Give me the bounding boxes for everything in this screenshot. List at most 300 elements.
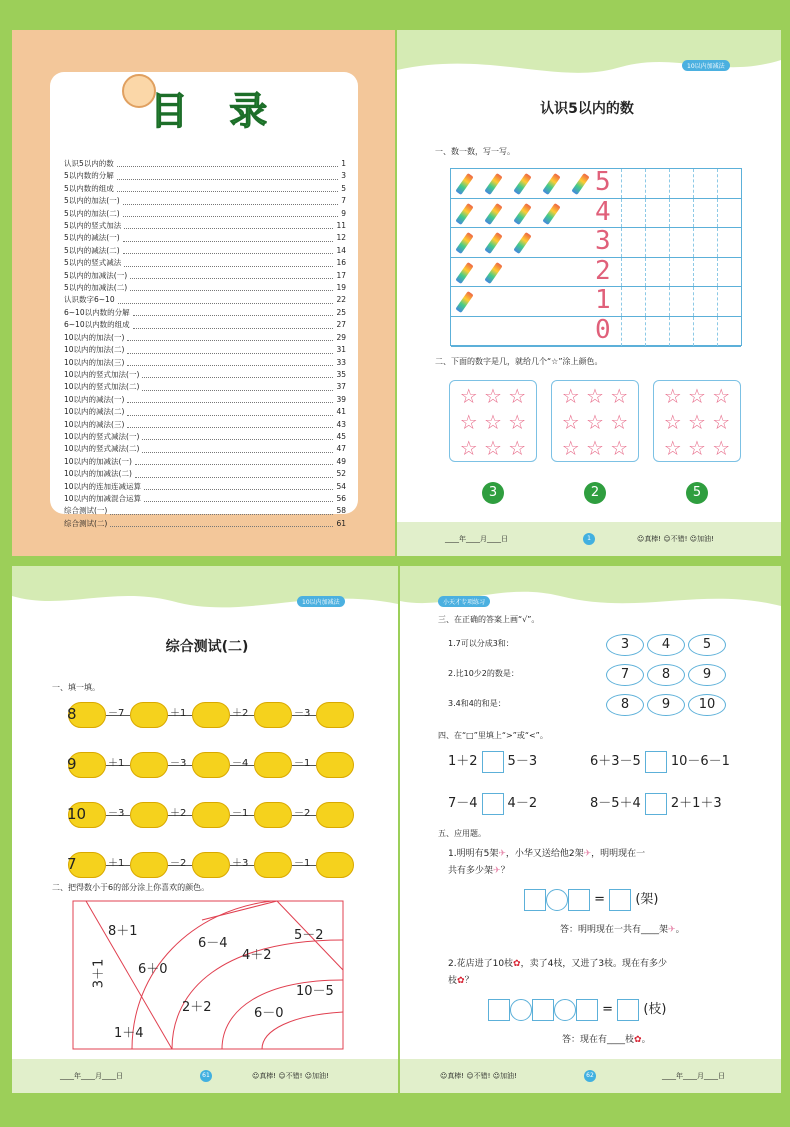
praise-icons: ☺真棒! ☺不错! ☺加油! [252,1072,329,1080]
star-box [653,380,741,462]
toc-row[interactable] [64,456,346,468]
grid-cell[interactable] [717,258,718,287]
toc-page [12,30,395,556]
plane-icon: ✈ [498,849,506,859]
toc-entry-title: 10以内的加法(二) [64,345,125,355]
star-box [449,380,537,462]
toc-page-number: 5 [341,183,346,193]
toc-leader [133,328,334,329]
sheep-icon[interactable] [192,752,230,778]
toc-entry-title: 10以内的减法(三) [64,419,125,429]
sheep-icon[interactable] [254,852,292,878]
answer-box[interactable] [576,999,598,1021]
pencil-icon [455,232,473,254]
toc-entry-title: 5以内的加减法(一) [64,270,128,280]
pencil-icon [484,262,502,284]
toc-leader [123,204,339,205]
toc-leader [127,353,333,354]
rose-icon: ✿ [513,959,521,969]
toc-row[interactable] [64,158,346,170]
sheep-icon [68,852,106,878]
grid-cell[interactable] [621,199,622,228]
answer-box[interactable] [532,999,554,1021]
toc-page-number: 25 [336,307,346,317]
test-page [12,566,398,1093]
toc-entry-title: 5以内的加法(二) [64,208,120,218]
section-badge: 10以内加减法 [297,596,345,607]
toc-leader [144,501,333,502]
answer-line-2: 答：现在有____枝✿。 [562,1035,651,1045]
grid-cell[interactable] [693,228,694,257]
toc-row[interactable] [64,468,346,480]
toc-title: 目 录 [150,89,282,133]
plane-icon: ✈ [668,925,676,935]
page-number: 1 [583,533,595,545]
toc-entry-title: 10以内的加法(一) [64,332,125,342]
start-number: 7 [67,855,77,873]
star-icons[interactable]: ☆ ☆ ☆ [459,384,527,408]
operation-label: ＋1 [108,858,125,869]
choice-question: 3.4和4的和是： [448,699,506,708]
answer-box[interactable] [568,889,590,911]
toc-row[interactable] [64,481,346,493]
word-problem-1: 1.明明有5架✈，小华又送给他2架✈，明明现在一 共有多少架✈？ [448,849,646,876]
toc-page-number: 17 [336,270,346,280]
answer-line-1: 答：明明现在一共有____架✈。 [560,925,685,935]
toc-page-number: 33 [336,357,346,367]
sheep-icon [68,752,106,778]
left-expression: 8－5＋4 [590,796,641,811]
toc-leader [123,241,334,242]
toc-row[interactable] [64,344,346,356]
header-wave [12,566,398,616]
grid-row [451,169,741,199]
choice-option[interactable]: 8 [647,664,685,686]
toc-row[interactable] [64,183,346,195]
grid-row [451,228,741,258]
operation-label: －1 [294,858,311,869]
toc-leader [142,390,333,391]
toc-row[interactable] [64,505,346,517]
toc-page-number: 45 [336,431,346,441]
left-expression: 7－4 [448,796,478,811]
answer-box[interactable] [488,999,510,1021]
choice-question: 1.7可以分成3和： [448,639,514,648]
choice-question: 2.比10少2的数是： [448,669,519,678]
choice-option[interactable]: 4 [647,634,685,656]
comparison-row [448,750,537,773]
toc-entry-title: 10以内的竖式加法(二) [64,382,140,392]
toc-leader [123,216,339,217]
sheep-icon[interactable] [316,752,354,778]
region-expression[interactable]: 2＋2 [182,1000,212,1015]
sheep-icon[interactable] [254,802,292,828]
toc-page-number: 14 [336,245,346,255]
toc-entry-title: 5以内的竖式减法 [64,258,122,268]
toc-row[interactable] [64,443,346,455]
choice-option[interactable]: 3 [606,634,644,656]
toc-page-number: 19 [336,283,346,293]
tracing-digit: 2 [595,255,611,286]
toc-leader [110,514,333,515]
toc-page-number: 27 [336,320,346,330]
toc-entry-title: 5以内的加减法(二) [64,283,128,293]
toc-row[interactable] [64,307,346,319]
operation-label: ＋2 [170,808,187,819]
toc-leader [127,427,333,428]
word-problem-2: 2.花店进了10枝✿，卖了4枝，又进了3枝。现在有多少 枝✿？ [448,959,668,986]
grid-cell[interactable] [621,317,622,346]
region-expression[interactable]: 6－4 [198,936,228,951]
toc-row[interactable] [64,220,346,232]
grid-cell[interactable] [669,199,670,228]
star-icons[interactable]: ☆ ☆ ☆ [663,384,731,408]
toc-entry-title: 5以内的减法(二) [64,245,120,255]
toc-row[interactable] [64,195,346,207]
compare-box[interactable] [645,751,667,773]
toc-page-number: 37 [336,382,346,392]
toc-page-number: 43 [336,419,346,429]
choice-option[interactable]: 5 [688,634,726,656]
toc-page-number: 7 [341,196,346,206]
region-expression[interactable]: 6＋0 [138,962,168,977]
toc-row[interactable] [64,394,346,406]
toc-leader [124,228,333,229]
lesson-page [397,30,781,556]
grid-cell[interactable] [645,287,646,316]
left-expression: 6＋3－5 [590,754,641,769]
star-icons[interactable]: ☆ ☆ ☆ [663,436,731,460]
toc-row[interactable] [64,319,346,331]
toc-leader [123,253,334,254]
toc-entry-title: 认识数字6~10 [64,295,115,305]
toc-entry-title: 综合测试(一) [64,506,108,516]
grid-cell[interactable] [645,228,646,257]
grid-cell[interactable] [693,199,694,228]
question-4: 四、在“□”里填上“>”或“<”。 [438,731,548,740]
toc-leader [124,266,333,267]
toc-entry-title: 认识5以内的数 [64,159,114,168]
toc-entry-title: 6~10以内数的组成 [64,320,130,330]
grid-cell[interactable] [693,317,694,346]
sheep-icon[interactable] [130,802,168,828]
grid-row [451,287,741,317]
toc-entry-title: 10以内的加减混合运算 [64,493,142,503]
grid-cell[interactable] [669,287,670,316]
toc-entry-title: 综合测试(二) [64,518,108,528]
operation-label: －3 [108,808,125,819]
pencil-icon [542,173,560,195]
toc-row[interactable] [64,419,346,431]
star-icons[interactable]: ☆ ☆ ☆ [459,436,527,460]
date-line: ____年____月____日 [662,1072,725,1080]
choice-option[interactable]: 9 [647,694,685,716]
header-wave [397,30,781,80]
number-badge: 3 [482,482,504,504]
grid-cell[interactable] [717,199,718,228]
start-number: 8 [67,705,77,723]
page-number: 61 [200,1070,212,1082]
comparison-row [590,750,730,773]
grid-cell[interactable] [645,199,646,228]
toc-leader [142,452,333,453]
toc-card [50,72,358,528]
comparison-row [448,792,537,815]
grid-cell[interactable] [645,317,646,346]
footer [400,1059,781,1093]
toc-page-number: 39 [336,394,346,404]
operator-circle[interactable] [554,999,576,1021]
date-line: ____年____月____日 [445,535,508,543]
right-expression: 4－2 [507,796,538,811]
region-expression[interactable]: 1＋4 [114,1026,144,1041]
grid-cell[interactable] [669,258,670,287]
toc-leader [127,402,333,403]
toc-page-number: 9 [341,208,346,218]
compare-box[interactable] [645,793,667,815]
section-badge: 10以内加减法 [682,60,730,71]
sheep-icon[interactable] [316,852,354,878]
toc-row[interactable] [64,270,346,282]
left-expression: 1＋2 [448,754,478,769]
test-page-2 [400,566,781,1093]
toc-entry-title: 10以内的加法(三) [64,357,125,367]
praise-icons: ☺真棒! ☺不错! ☺加油! [637,535,714,543]
toc-entry-title: 10以内的连加连减运算 [64,481,142,491]
star-icons[interactable]: ☆ ☆ ☆ [561,436,629,460]
toc-row[interactable] [64,282,346,294]
toc-leader [118,303,334,304]
region-expression[interactable]: 8＋1 [108,924,138,939]
tracing-digit: 4 [595,196,611,227]
toc-row[interactable] [64,493,346,505]
toc-leader [135,464,334,465]
operation-label: －1 [232,808,249,819]
toc-leader [142,377,333,378]
toc-row[interactable] [64,208,346,220]
grid-cell[interactable] [717,287,718,316]
toc-entry-title: 6~10以内数的分解 [64,307,130,317]
equation-1: = (架) [524,888,658,911]
pencil-icon [455,291,473,313]
grid-cell[interactable] [645,258,646,287]
star-icons[interactable]: ☆ ☆ ☆ [459,410,527,434]
right-expression: 5－3 [507,754,538,769]
toc-page-number: 52 [336,469,346,479]
sheep-icon[interactable] [254,752,292,778]
operation-label: ＋3 [232,858,249,869]
toc-entry-title: 10以内的加减法(二) [64,469,132,479]
grid-cell[interactable] [717,228,718,257]
footer [12,1059,398,1093]
section-badge: 小天才专项练习 [438,596,490,607]
question-5: 五、应用题。 [438,829,486,838]
toc-leader [117,166,338,167]
sheep-icon[interactable] [192,702,230,728]
region-expression[interactable]: 6－0 [254,1006,284,1021]
choice-option[interactable]: 7 [606,664,644,686]
grid-cell[interactable] [717,169,718,198]
start-number: 9 [67,755,77,773]
toc-row[interactable] [64,431,346,443]
grid-cell[interactable] [621,169,622,198]
operation-label: ＋2 [232,708,249,719]
sheep-icon[interactable] [192,852,230,878]
toc-page-number: 29 [336,332,346,342]
answer-box[interactable] [609,889,631,911]
equation-2: = (枝) [488,998,666,1021]
toc-entry-title: 10以内的竖式加法(一) [64,369,140,379]
sheep-icon[interactable] [316,802,354,828]
answer-box[interactable] [617,999,639,1021]
toc-page-number: 22 [336,295,346,305]
toc-leader [117,179,338,180]
toc-page-number: 41 [336,407,346,417]
toc-row[interactable] [64,357,346,369]
star-box [551,380,639,462]
toc-leader [130,290,333,291]
sheep-icon [68,702,106,728]
toc-entry-title: 10以内的竖式减法(二) [64,444,140,454]
choice-option[interactable]: 9 [688,664,726,686]
page-title: 综合测试(二) [165,639,249,655]
toc-entry-title: 10以内的加减法(一) [64,456,132,466]
toc-page-number: 61 [336,518,346,528]
grid-cell[interactable] [693,258,694,287]
grid-row [451,196,741,229]
plane-icon: ✈ [583,849,592,859]
footer [397,522,781,556]
toc-row[interactable] [64,381,346,393]
sheep-icon[interactable] [130,852,168,878]
operation-label: ＋1 [170,708,187,719]
region-expression[interactable]: 10－5 [296,984,334,999]
grid-row [451,317,741,347]
operation-label: －2 [170,858,187,869]
toc-entry-title: 5以内数的分解 [64,171,114,181]
grid-cell[interactable] [669,169,670,198]
toc-page-number: 56 [336,493,346,503]
pencil-icon [484,173,502,195]
choice-option[interactable]: 8 [606,694,644,716]
grid-cell[interactable] [669,228,670,257]
operator-circle[interactable] [546,889,568,911]
plane-icon: ✈ [493,866,501,876]
grid-cell[interactable] [645,169,646,198]
writing-grid [450,168,742,346]
grid-row [451,255,741,288]
grid-cell[interactable] [717,317,718,346]
region-expression[interactable]: 5－2 [294,928,324,943]
number-badge: 2 [584,482,606,504]
toc-row[interactable] [64,518,346,530]
toc-leader [110,526,333,527]
toc-row[interactable] [64,369,346,381]
praise-icons: ☺真棒! ☺不错! ☺加油! [440,1072,517,1080]
toc-entry-title: 10以内的竖式减法(一) [64,431,140,441]
operation-label: －7 [108,708,125,719]
pencil-icon [513,203,531,225]
question-1: 一、数一数，写一写。 [435,147,515,156]
start-number: 10 [67,805,87,823]
tracing-digit: 3 [595,226,611,257]
toc-leader [130,278,333,279]
grid-cell[interactable] [693,169,694,198]
toc-leader [117,191,338,192]
region-expression[interactable]: 4＋2 [242,948,272,963]
pencil-icon [571,173,589,195]
grid-cell[interactable] [669,317,670,346]
star-icons[interactable]: ☆ ☆ ☆ [561,384,629,408]
pencil-icon [455,173,473,195]
rose-icon: ✿ [457,976,465,986]
toc-row[interactable] [64,245,346,257]
operation-label: －3 [294,708,311,719]
choice-option[interactable]: 10 [688,694,726,716]
sheep-icon[interactable] [192,802,230,828]
toc-row[interactable] [64,332,346,344]
star-icons[interactable]: ☆ ☆ ☆ [561,410,629,434]
toc-page-number: 3 [341,171,346,181]
toc-page-number: 16 [336,258,346,268]
compare-box[interactable] [482,793,504,815]
right-expression: 2＋1＋3 [670,796,722,811]
operation-label: －4 [232,758,249,769]
toc-page-number: 12 [336,233,346,243]
pencil-icon [484,203,502,225]
toc-row[interactable] [64,232,346,244]
page-number: 62 [584,1070,596,1082]
operation-label: －1 [294,758,311,769]
grid-cell[interactable] [693,287,694,316]
tracing-digit: 0 [595,315,611,345]
region-expression[interactable]: 3＋1 [91,958,107,989]
toc-row[interactable] [64,406,346,418]
grid-cell[interactable] [621,228,622,257]
toc-page-number: 58 [336,506,346,516]
toc-row[interactable] [64,257,346,269]
operator-circle[interactable] [510,999,532,1021]
sheep-icon[interactable] [316,702,354,728]
grid-cell[interactable] [621,258,622,287]
rose-icon: ✿ [634,1035,642,1045]
toc-leader [133,315,334,316]
sheep-icon[interactable] [130,752,168,778]
toc-entry-title: 5以内数的组成 [64,183,114,193]
toc-entry-title: 5以内的加法(一) [64,196,120,206]
toc-page-number: 11 [336,221,346,231]
toc-leader [135,477,334,478]
question-2: 二、把得数小于6的部分涂上你喜欢的颜色。 [52,883,210,892]
toc-leader [127,340,333,341]
compare-box[interactable] [482,751,504,773]
sheep-icon [68,802,106,828]
toc-row[interactable] [64,294,346,306]
pencil-icon [455,262,473,284]
date-line: ____年____月____日 [60,1072,123,1080]
toc-entry-title: 5以内的减法(一) [64,233,120,243]
answer-box[interactable] [524,889,546,911]
number-badge: 5 [686,482,708,504]
grid-cell[interactable] [621,287,622,316]
sheep-icon[interactable] [254,702,292,728]
star-icons[interactable]: ☆ ☆ ☆ [663,410,731,434]
toc-leader [127,365,333,366]
sheep-icon[interactable] [130,702,168,728]
toc-row[interactable] [64,170,346,182]
toc-list [64,158,346,530]
toc-leader [127,415,333,416]
